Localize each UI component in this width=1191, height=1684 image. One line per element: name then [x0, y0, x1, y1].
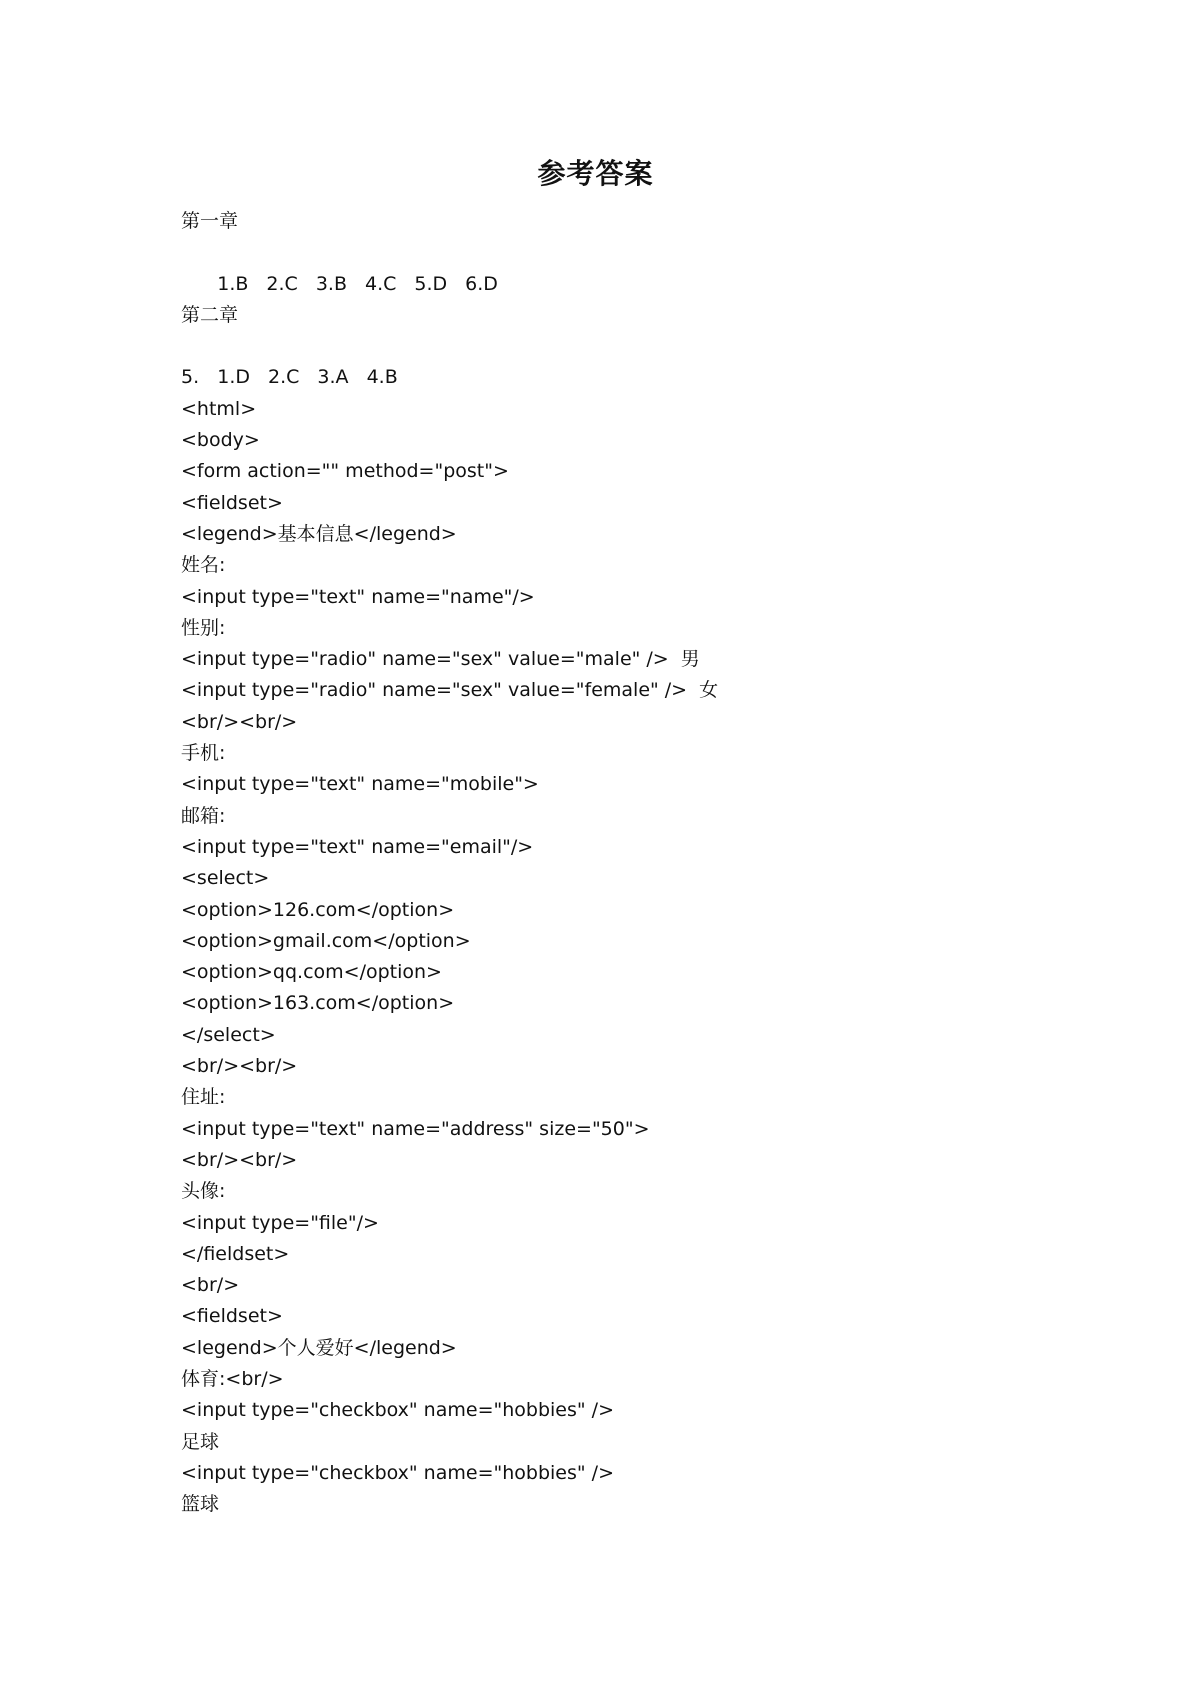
- code-line: 头像:: [181, 1180, 226, 1203]
- code-line: <input type="text" name="address" size="50">: [181, 1117, 650, 1140]
- code-line: <input type="text" name="name"/>: [181, 585, 535, 608]
- code-line: <fieldset>: [181, 1305, 283, 1328]
- code-line: 手机:: [181, 742, 226, 765]
- code-line: <option>gmail.com</option>: [181, 929, 471, 952]
- document-content: [181, 206, 1081, 1520]
- code-line: <br/><br/>: [181, 1148, 298, 1171]
- chapter1-answer: 5.D: [414, 272, 448, 295]
- code-line: <input type="text" name="email"/>: [181, 835, 534, 858]
- code-line: <br/><br/>: [181, 710, 298, 733]
- code-line: <input type="text" name="mobile">: [181, 773, 539, 796]
- code-line: <legend>基本信息</legend>: [181, 522, 457, 545]
- code-line: 性别:: [181, 616, 226, 639]
- code-line: 体育:<br/>: [181, 1367, 284, 1390]
- code-line: <br/>: [181, 1274, 240, 1297]
- code-line: 住址:: [181, 1086, 226, 1109]
- code-line: 足球: [181, 1430, 220, 1453]
- chapter1-answer: 1.B: [217, 272, 249, 295]
- code-line: <option>163.com</option>: [181, 992, 455, 1015]
- chapter1-answer: 3.B: [315, 272, 347, 295]
- chapter2-answer: 3.A: [317, 366, 349, 389]
- code-line: <input type="file"/>: [181, 1211, 379, 1234]
- code-line: <input type="radio" name="sex" value="male" /> 男: [181, 648, 700, 671]
- code-line: </select>: [181, 1023, 276, 1046]
- chapter2-heading: 第二章: [181, 303, 239, 326]
- code-line: <input type="checkbox" name="hobbies" />: [181, 1399, 614, 1422]
- chapter1-answers: [181, 237, 1081, 295]
- document-title: 参考答案: [537, 157, 654, 190]
- chapter1-answer: 2.C: [266, 272, 298, 295]
- chapter2-answer: 1.D: [217, 366, 251, 389]
- code-line: 篮球: [181, 1493, 220, 1516]
- code-line: <form action="" method="post">: [181, 460, 509, 483]
- chapter1-heading: 第一章: [181, 210, 239, 232]
- code-line: 邮箱:: [181, 804, 226, 827]
- code-line: <option>126.com</option>: [181, 898, 455, 921]
- code-line: <fieldset>: [181, 491, 283, 514]
- question5-label: 5.: [181, 366, 200, 389]
- code-line: <br/><br/>: [181, 1055, 298, 1078]
- code-line: <input type="checkbox" name="hobbies" />: [181, 1461, 614, 1484]
- chapter2-answer: 4.B: [366, 366, 398, 389]
- code-line: <option>qq.com</option>: [181, 961, 442, 984]
- code-line: <html>: [181, 397, 257, 420]
- chapter2-answers: [181, 331, 1081, 389]
- code-listing: [181, 394, 1081, 1521]
- chapter2-answer: 2.C: [268, 366, 300, 389]
- code-line: <input type="radio" name="sex" value="female" /> 女: [181, 679, 719, 702]
- code-line: <body>: [181, 429, 260, 452]
- chapter1-answer: 6.D: [465, 272, 498, 295]
- chapter1-answer: 4.C: [365, 272, 397, 295]
- code-line: <legend>个人爱好</legend>: [181, 1336, 457, 1359]
- code-line: 姓名:: [181, 554, 226, 577]
- code-line: </fieldset>: [181, 1242, 290, 1265]
- code-line: <select>: [181, 867, 270, 890]
